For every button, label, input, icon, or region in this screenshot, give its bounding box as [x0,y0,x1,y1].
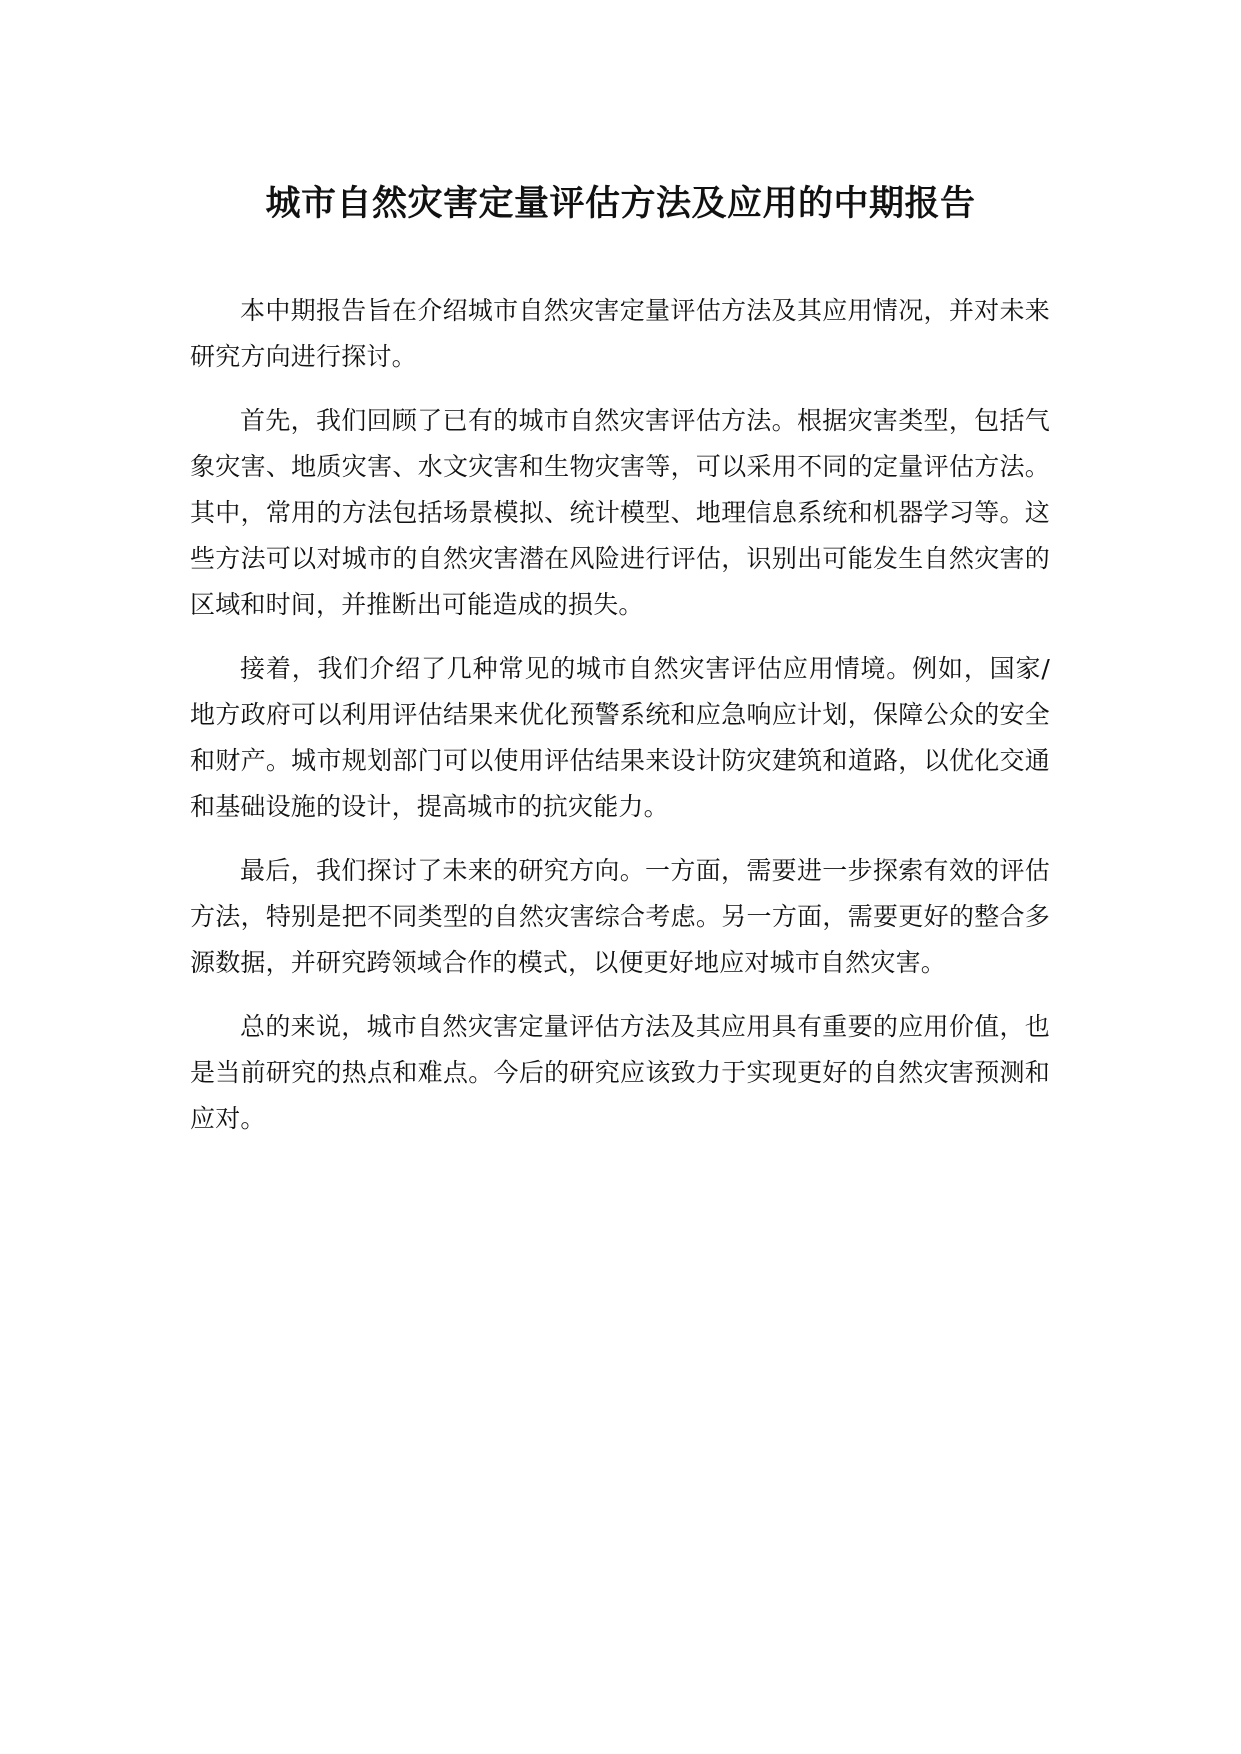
paragraph-intro: 本中期报告旨在介绍城市自然灾害定量评估方法及其应用情况，并对未来研究方向进行探讨。 [190,296,1050,371]
document-title: 城市自然灾害定量评估方法及应用的中期报告 [265,184,976,224]
paragraph-conclusion: 总的来说，城市自然灾害定量评估方法及其应用具有重要的应用价值，也是当前研究的热点和难点。今后的研究应该致力于实现更好的自然灾害预测和应对。 [190,1012,1050,1133]
paragraph-methods-review: 首先，我们回顾了已有的城市自然灾害评估方法。根据灾害类型，包括气象灾害、地质灾害、水文灾害和生物灾害等，可以采用不同的定量评估方法。其中，常用的方法包括场景模拟、统计模型、地理信息系统和机器学习等。这些方法可以对城市的自然灾害潜在风险进行评估，识别出可能发生自然灾害的区域和时间，并推断出可能造成的损失。 [190,406,1050,619]
document-body [190,288,1050,1160]
paragraph-applications: 接着，我们介绍了几种常见的城市自然灾害评估应用情境。例如，国家/地方政府可以利用评估结果来优化预警系统和应急响应计划，保障公众的安全和财产。城市规划部门可以使用评估结果来设计防灾建筑和道路，以优化交通和基础设施的设计，提高城市的抗灾能力。 [190,654,1050,821]
paragraph-future-directions: 最后，我们探讨了未来的研究方向。一方面，需要进一步探索有效的评估方法，特别是把不同类型的自然灾害综合考虑。另一方面，需要更好的整合多源数据，并研究跨领域合作的模式，以便更好地应对城市自然灾害。 [190,856,1050,977]
